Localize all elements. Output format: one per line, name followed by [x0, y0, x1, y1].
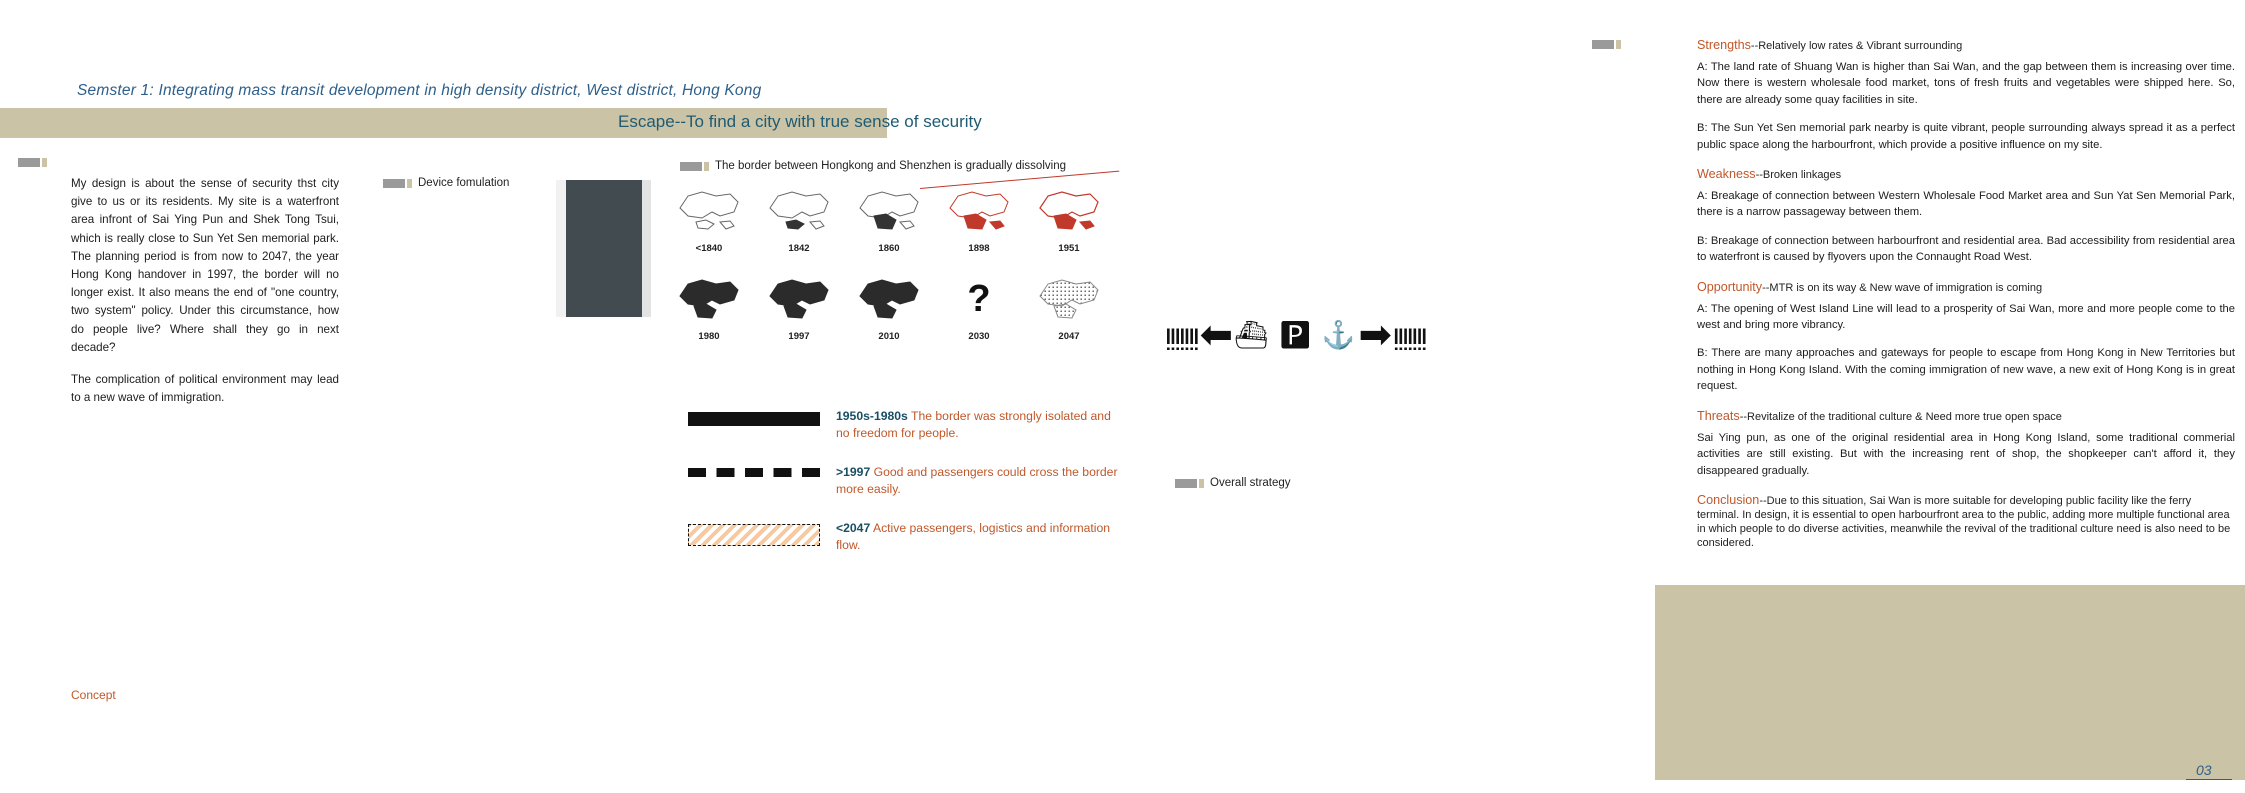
map-year: 2030 [968, 331, 990, 342]
swot-section-opportunity [1653, 280, 2235, 395]
device-strip-right [642, 180, 651, 317]
tag-bars-icon [18, 158, 47, 167]
concept-paragraph-1: My design is about the sense of security thst city give to us or its residents. My site is a waterfront area infront of Sai Ying Pun and Shek Tong Tsui, which is really close to Sun Yet Sen memorial park. The planning period is from now to 2047, the year Hong Kong handover in 1997, the border will no longer exist. It also means the end of "one country, two system" policy. Under this circumstance, how do people live? Where shall they go in next decade? [71, 177, 339, 354]
facility-glyphs-icon: ⛴ 🅿 ⚓ [1234, 320, 1357, 350]
hongkong-map-icon [938, 182, 1020, 240]
border-map-series [668, 182, 1116, 342]
map-cell [668, 182, 750, 254]
map-year: 1842 [788, 243, 810, 254]
concept-label: Concept [71, 688, 116, 702]
swot-paragraph: A: The opening of West Island Line will lead to a prosperity of Sai Wan, more and more people come to the west and bring more vibrancy. [1697, 302, 2235, 332]
swot-paragraph: B: There are many approaches and gateways for people to escape from Hong Kong in New Territories but nothing in Hong Kong Island. With the coming immigration of new wave, a new exit of Hong Kong is in great request. [1697, 347, 2235, 393]
swot-heading-text: Threats [1697, 408, 1740, 423]
swot-paragraph: Sai Ying pun, as one of the original residential area in Hong Kong Island, some traditional commerial activities are still existing. But with the increasing rent of shop, the shopkeeper can't afford it, they disappeared gradually. [1697, 431, 2235, 477]
swot-heading-text: Opportunity [1697, 279, 1763, 294]
swot-heading-text: Weakness [1697, 167, 1756, 182]
map-cell-unknown [938, 270, 1020, 342]
legend-text [820, 408, 1118, 442]
arrow-left-icon: ⬅ [1199, 313, 1233, 357]
map-year: 1860 [878, 243, 900, 254]
swot-section-conclusion [1653, 493, 2235, 549]
swot-section-strengths [1653, 38, 2235, 153]
concept-paragraph-2: The complication of political environment may lead to a new wave of immigration. [71, 373, 339, 405]
map-cell [758, 182, 840, 254]
question-mark-icon: ? [967, 278, 991, 320]
tag-border-label: The border between Hongkong and Shenzhen is gradually dissolving [715, 160, 1066, 172]
device-image-placeholder [566, 180, 642, 317]
arrow-right-icon: ➡ [1358, 313, 1391, 357]
map-cell [668, 270, 750, 342]
legend-period: <2047 [836, 521, 871, 535]
page-number: 03 [2196, 762, 2212, 778]
poster-title: Escape--To find a city with true sense of security [618, 112, 982, 131]
page-number-rule [2186, 779, 2232, 780]
legend-description: Active passengers, logistics and information flow. [836, 521, 1111, 552]
tag-bars-icon [1592, 40, 1621, 49]
map-row-future [668, 270, 1116, 342]
tag-strategy [1175, 477, 1291, 489]
people-right-icon: ᴉᴉᴉᴉᴉᴉᴉ [1392, 318, 1426, 351]
map-year: 2010 [878, 331, 900, 342]
legend-period: 1950s-1980s [836, 409, 908, 423]
hongkong-map-icon [758, 270, 840, 328]
swot-section-threats [1653, 409, 2235, 479]
swot-heading [1653, 38, 2235, 52]
tag-bars-icon [680, 162, 709, 171]
legend-description: Good and passengers could cross the border more easily. [836, 465, 1118, 496]
legend-period: >1997 [836, 465, 871, 479]
hongkong-map-icon [848, 270, 930, 328]
tag-strategy-label: Overall strategy [1210, 477, 1291, 489]
hongkong-map-icon [1028, 182, 1110, 240]
legend-item [688, 464, 1118, 498]
swot-heading-sub: --Revitalize of the traditional culture & Need more true open space [1739, 410, 2062, 423]
swot-heading-text: Strengths [1697, 38, 1751, 52]
swot-heading [1653, 493, 2235, 549]
device-strip-left [556, 180, 566, 317]
legend-item [688, 520, 1118, 554]
swot-heading-text: Conclusion [1697, 492, 1760, 507]
poster-subtitle: Semster 1: Integrating mass transit development in high density district, West district, Hong Kong [77, 82, 762, 99]
swot-heading-sub: --Relatively low rates & Vibrant surrounding [1750, 40, 1963, 52]
tag-device-label: Device fomulation [418, 177, 510, 189]
swot-section-weakness [1653, 167, 2235, 266]
map-year: 1898 [968, 243, 990, 254]
swot-heading [1653, 167, 2235, 181]
hongkong-map-icon [668, 270, 750, 328]
hongkong-map-icon [668, 182, 750, 240]
site-photo-placeholder [1655, 585, 2245, 780]
map-cell [1028, 182, 1110, 254]
hongkong-map-icon [1028, 270, 1110, 328]
hongkong-map-icon [848, 182, 930, 240]
legend-item [688, 408, 1118, 442]
tag-swot [1592, 40, 1621, 49]
swot-heading-sub: --Broken linkages [1755, 169, 1842, 182]
map-year: 2047 [1058, 331, 1080, 342]
swot-paragraph: A: The land rate of Shuang Wan is higher than Sai Wan, and the gap between them is increasing over time. Now there is western wholesale food market, tons of fresh fruits and vegetables were shipped here. So, there are already some quay facilities in site. [1697, 61, 2235, 106]
swot-heading-sub: --MTR is on its way & New wave of immigration is coming [1762, 281, 2043, 294]
swot-heading-sub: --Due to this situation, Sai Wan is more suitable for developing public facility like the ferry terminal. In design, it is essential to open harbourfront area to the public, adding more multiple functional area in which people to do diverse activities, meanwhile the revival of the traditional culture need is also need to be considered. [1697, 494, 2231, 549]
map-cell [938, 182, 1020, 254]
overall-strategy-diagram [1165, 305, 1615, 365]
map-year: 1980 [698, 331, 720, 342]
map-cell [848, 270, 930, 342]
concept-text-block [71, 175, 339, 702]
map-year: 1997 [788, 331, 810, 342]
legend-key-solid-icon [688, 408, 820, 426]
swot-heading [1653, 280, 2235, 294]
legend-key-hatched-icon [688, 520, 820, 546]
hongkong-map-icon [758, 182, 840, 240]
tag-bars-icon [1175, 479, 1204, 488]
tag-bars-icon [383, 179, 412, 188]
map-year: 1951 [1058, 243, 1080, 254]
tag-border [680, 160, 1066, 172]
swot-paragraph: B: Breakage of connection between harbourfront and residential area. Bad accessibility from residential area to waterfront is caused by flyovers upon the Connaught Road West. [1697, 234, 2235, 264]
map-year: <1840 [695, 243, 723, 254]
swot-paragraph: B: The Sun Yet Sen memorial park nearby is quite vibrant, people surrounding always spread it as a perfect public space along the harbourfront, which provide a positive influence on my site. [1697, 122, 2235, 151]
people-left-icon: ᴉᴉᴉᴉᴉᴉᴉ [1165, 318, 1198, 351]
swot-analysis [1653, 38, 2235, 563]
legend-key-dashed-icon [688, 464, 820, 477]
tag-device [383, 177, 509, 189]
map-cell [848, 182, 930, 254]
legend-text [820, 520, 1118, 554]
border-legend [688, 408, 1118, 576]
legend-description: The border was strongly isolated and no freedom for people. [836, 409, 1111, 440]
swot-heading [1653, 409, 2235, 423]
map-cell [1028, 270, 1110, 342]
swot-paragraph: A: Breakage of connection between Western Wholesale Food Market area and Sun Yat Sen Memorial Park, there is a narrow passageway between them. [1697, 190, 2235, 219]
map-cell [758, 270, 840, 342]
map-row-historic [668, 182, 1116, 254]
tag-concept [18, 158, 53, 167]
legend-text [820, 464, 1118, 498]
